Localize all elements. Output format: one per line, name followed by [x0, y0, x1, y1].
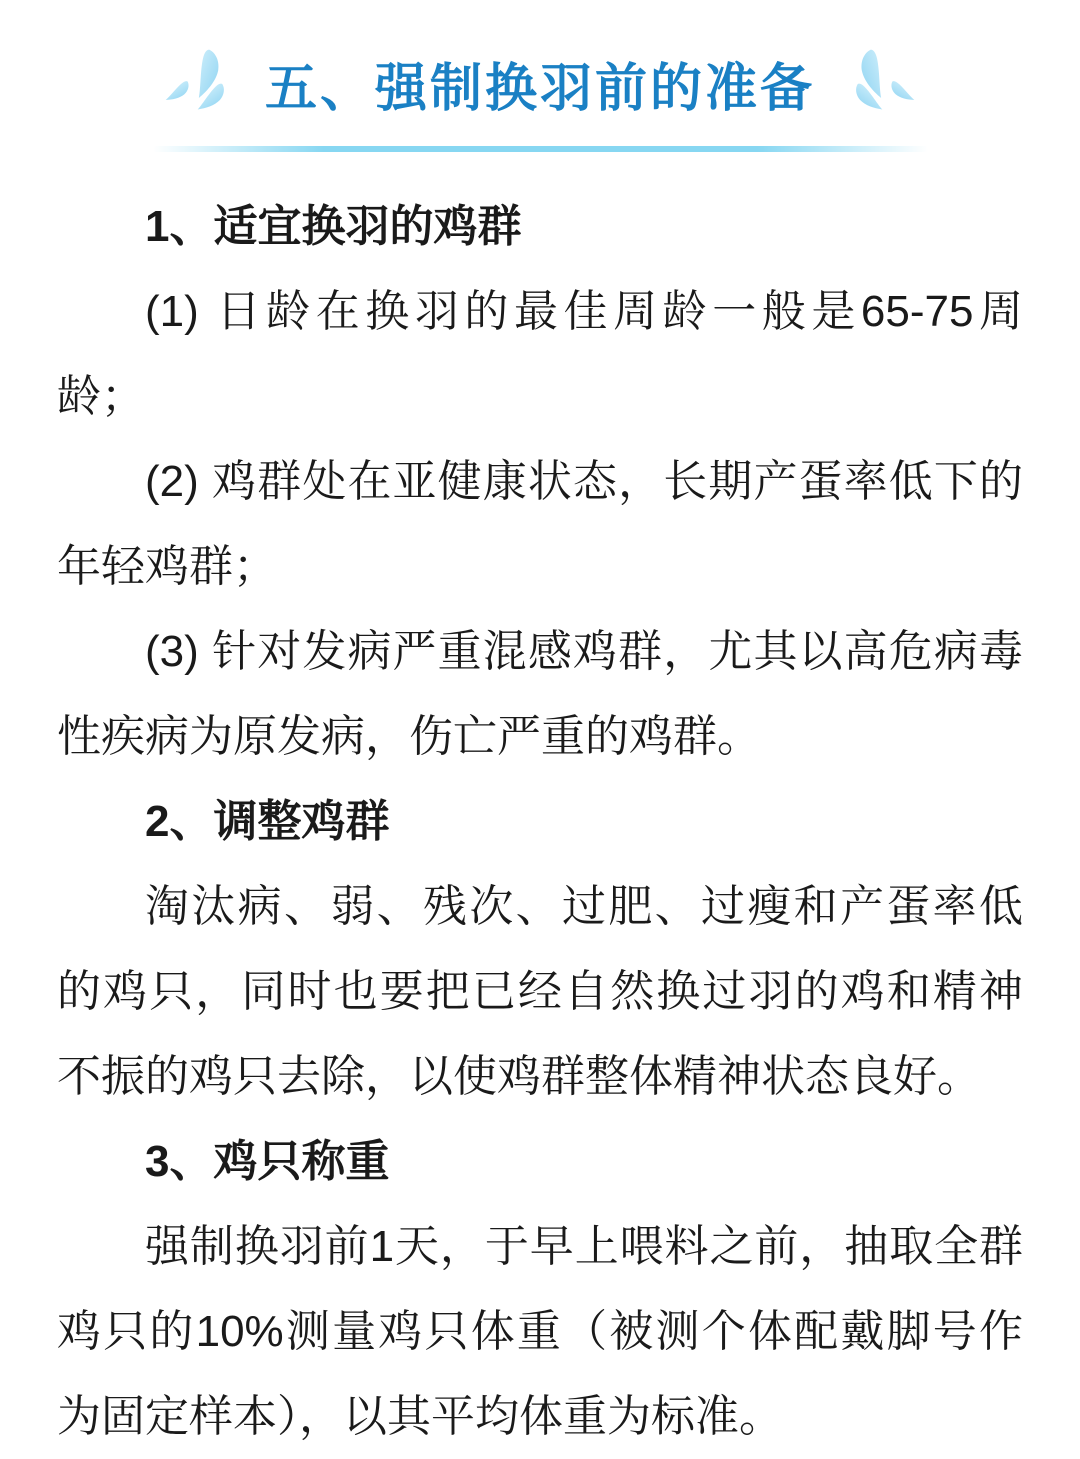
title-row — [161, 42, 919, 136]
article-header — [0, 0, 1080, 152]
title-divider — [153, 146, 928, 152]
article-body — [0, 152, 1080, 1459]
section-heading: 1、适宜换羽的鸡群 — [145, 202, 522, 251]
water-splash-icon — [161, 42, 241, 136]
body-paragraph: (1) 日龄在换羽的最佳周龄一般是65-75周龄； — [57, 287, 1023, 421]
page-title: 五、强制换羽前的准备 — [264, 59, 815, 118]
body-paragraph: (3) 针对发病严重混感鸡群，尤其以高危病毒性疾病为原发病，伤亡严重的鸡群。 — [57, 627, 1023, 761]
body-paragraph: (2) 鸡群处在亚健康状态，长期产蛋率低下的年轻鸡群； — [57, 457, 1023, 591]
body-paragraph: 强制换羽前1天，于早上喂料之前，抽取全群鸡只的10%测量鸡只体重（被测个体配戴脚号作为固定样本），以其平均体重为标准。 — [57, 1222, 1023, 1441]
section-heading: 3、鸡只称重 — [145, 1137, 390, 1186]
section-heading: 2、调整鸡群 — [145, 797, 390, 846]
water-splash-icon — [839, 42, 919, 136]
body-paragraph: 淘汰病、弱、残次、过肥、过瘦和产蛋率低的鸡只，同时也要把已经自然换过羽的鸡和精神不振的鸡只去除，以使鸡群整体精神状态良好。 — [57, 882, 1023, 1101]
